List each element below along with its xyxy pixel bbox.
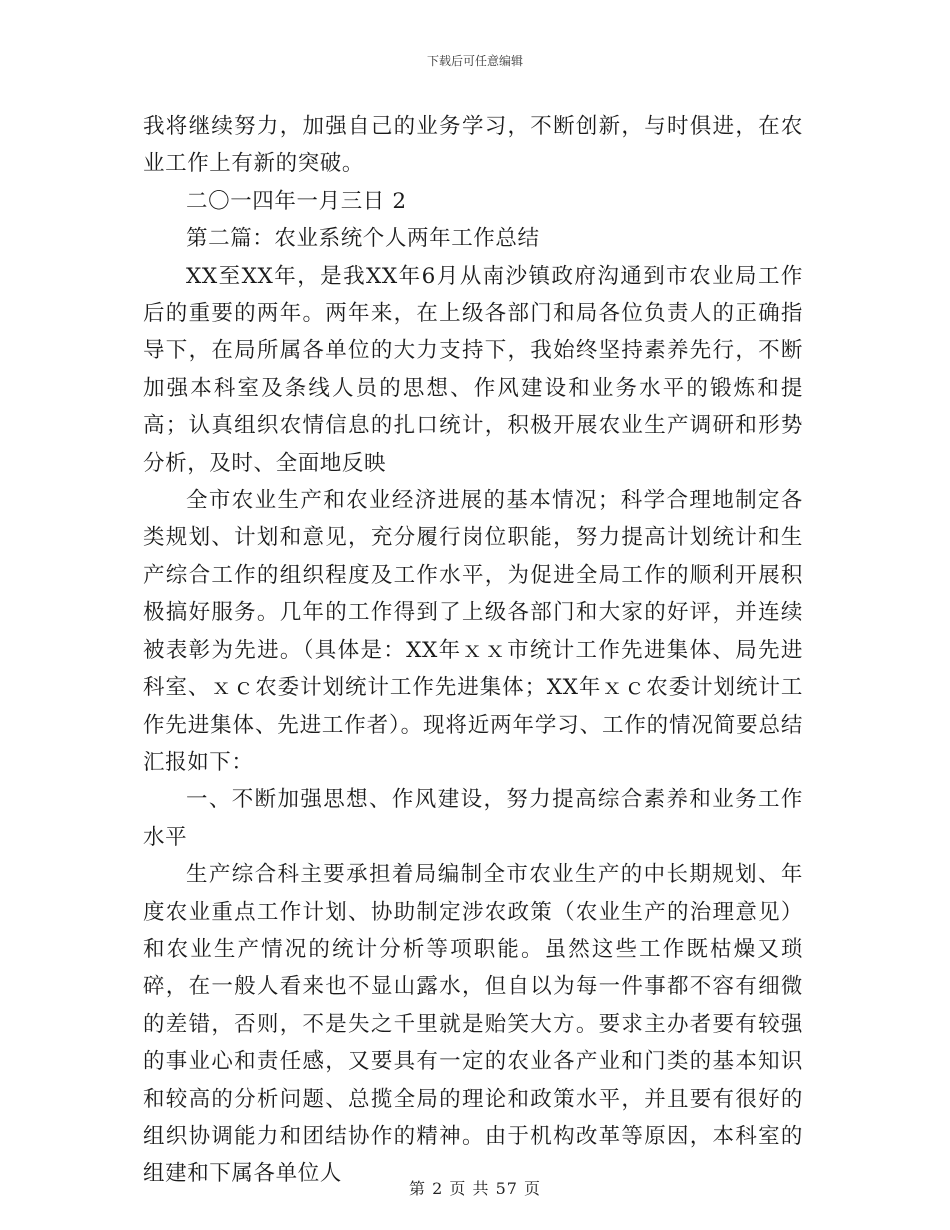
section-title: 第二篇：农业系统个人两年工作总结	[186, 226, 540, 252]
footer-label-page: 第	[408, 1179, 426, 1198]
page-footer	[0, 1176, 950, 1199]
footer-label-unit: 页	[449, 1179, 467, 1198]
section-heading-one: 一、不断加强思想、作风建设，努力提高综合素养和业务工作水平	[143, 787, 803, 850]
footer-total-pages: 57	[495, 1179, 518, 1198]
paragraph-duties: 生产综合科主要承担着局编制全市农业生产的中长期规划、年度农业重点工作计划、协助制定涉农政策（农业生产的治理意见）和农业生产情况的统计分析等项职能。虽然这些工作既枯燥又琐碎，在一般人看来也不显山露水，但自以为每一件事都不容有细微的差错，否则，不是失之千里就是贻笑大方。要求主办者要有较强的事业心和责任感，又要具有一定的农业各产业和门类的基本知识和较高的分析问题、总揽全局的理论和政策水平，并且要有很好的组织协调能力和团结协作的精神。由于机构改革等原因，本科室的组建和下属各单位人	[143, 862, 803, 1187]
paragraph-summary: 全市农业生产和农业经济进展的基本情况；科学合理地制定各类规划、计划和意见，充分履行岗位职能，努力提高计划统计和生产综合工作的组织程度及工作水平，为促进全局工作的顺利开展积极搞好服务。几年的工作得到了上级各部门和大家的好评，并连续被表彰为先进。（具体是：XX年ｘｘ市统计工作先进集体、局先进科室、ｘｃ农委计划统计工作先进集体；XX年ｘｃ农委计划统计工作先进集体、先进工作者）。现将近两年学习、工作的情况简要总结汇报如下：	[143, 488, 803, 775]
page-header	[0, 52, 950, 69]
footer-current-page: 2	[432, 1179, 444, 1198]
footer-label-total: 共	[472, 1179, 490, 1198]
paragraph-intro: XX至XX年，是我XX年6月从南沙镇政府沟通到市农业局工作后的重要的两年。两年来，在上级各部门和局各位负责人的正确指导下，在局所属各单位的大力支持下，我始终坚持素养先行，不断加强本科室及条线人员的思想、作风建设和业务水平的锻炼和提高；认真组织农情信息的扎口统计，积极开展农业生产调研和形势分析，及时、全面地反映	[143, 263, 803, 476]
document-body	[143, 108, 803, 1193]
footer-label-unit-end: 页	[524, 1179, 542, 1198]
paragraph-date: 二〇一四年一月三日 2	[186, 188, 407, 214]
header-text: 下载后可任意编辑	[426, 54, 523, 68]
paragraph-continuation: 我将继续努力，加强自己的业务学习，不断创新，与时俱进，在农业工作上有新的突破。	[143, 114, 803, 177]
